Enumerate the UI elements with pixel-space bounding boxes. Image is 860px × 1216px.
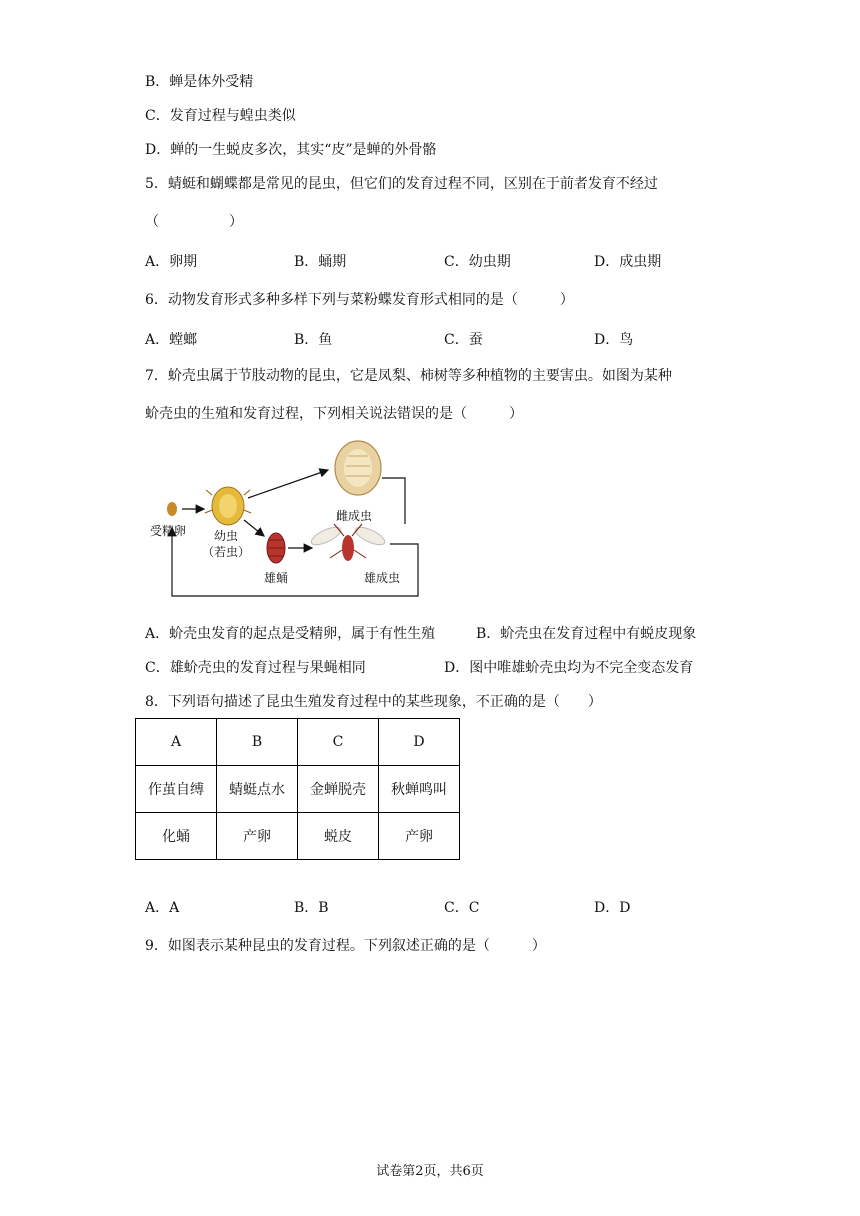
- q6-option-d: D．鸟: [594, 332, 634, 348]
- q6-option-c: C．蚕: [444, 332, 483, 348]
- table-cell: 化蛹: [136, 813, 217, 860]
- q4-option-c: C．发育过程与蝗虫类似: [145, 108, 296, 124]
- q8-stem: 8．下列语句描述了昆虫生殖发育过程中的某些现象，不正确的是（ ）: [145, 694, 602, 710]
- q8-option-c: C．C: [444, 900, 480, 916]
- q4-option-d: D．蝉的一生蜕皮多次，其实“皮”是蝉的外骨骼: [145, 142, 437, 158]
- q5-stem-line2: （ ）: [145, 214, 243, 230]
- egg-icon: [167, 502, 177, 516]
- q5-option-d: D．成虫期: [594, 254, 662, 270]
- table-cell: 秋蝉鸣叫: [379, 766, 460, 813]
- q5-stem-line1: 5．蜻蜓和蝴蝶都是常见的昆虫，但它们的发育过程不同，区别在于前者发育不经过: [145, 176, 658, 192]
- table-header-cell: D: [379, 719, 460, 766]
- male-adult-icon: [309, 524, 387, 561]
- q8-option-d: D．D: [594, 900, 631, 916]
- table-cell: 产卵: [217, 813, 298, 860]
- q5-option-a: A．卵期: [145, 254, 198, 270]
- female-adult-icon: [335, 441, 381, 495]
- table-header-cell: C: [298, 719, 379, 766]
- q7-option-a: A．蚧壳虫发育的起点是受精卵，属于有性生殖: [145, 626, 436, 642]
- larva-icon: [205, 487, 251, 525]
- q7-stem-line1: 7．蚧壳虫属于节肢动物的昆虫，它是凤梨、柿树等多种植物的主要害虫。如图为某种: [145, 368, 672, 384]
- q7-option-b: B．蚧壳虫在发育过程中有蜕皮现象: [476, 626, 697, 642]
- table-cell: 金蝉脱壳: [298, 766, 379, 813]
- q8-option-b: B．B: [294, 900, 329, 916]
- label-larva-alt: （若虫）: [202, 545, 251, 559]
- scale-insect-lifecycle-figure: [140, 440, 440, 600]
- table-cell: 产卵: [379, 813, 460, 860]
- label-male-pupa: 雄蛹: [264, 571, 289, 585]
- q7-option-c: C．雄蚧壳虫的发育过程与果蝇相同: [145, 660, 366, 676]
- q8-table: [135, 718, 460, 860]
- table-header-cell: A: [136, 719, 217, 766]
- table-cell: 蜕皮: [298, 813, 379, 860]
- table-row: [136, 766, 460, 813]
- label-larva: 幼虫: [214, 529, 239, 543]
- label-male-adult: 雄成虫: [364, 571, 401, 585]
- q6-option-b: B．鱼: [294, 332, 333, 348]
- q4-option-b: B．蝉是体外受精: [145, 74, 254, 90]
- q7-stem-line2: 蚧壳虫的生殖和发育过程，下列相关说法错误的是（ ）: [145, 406, 523, 422]
- table-header-cell: B: [217, 719, 298, 766]
- q5-option-c: C．幼虫期: [444, 254, 511, 270]
- table-cell: 蜻蜓点水: [217, 766, 298, 813]
- table-row: [136, 719, 460, 766]
- table-cell: 作茧自缚: [136, 766, 217, 813]
- label-egg: 受精卵: [150, 524, 187, 538]
- q6-stem: 6．动物发育形式多种多样下列与菜粉蝶发育形式相同的是（ ）: [145, 292, 574, 308]
- q6-option-a: A．螳螂: [145, 332, 198, 348]
- label-female-adult: 雌成虫: [336, 509, 373, 523]
- q5-option-b: B．蛹期: [294, 254, 347, 270]
- q7-option-d: D．图中唯雄蚧壳虫均为不完全变态发育: [444, 660, 694, 676]
- male-pupa-icon: [267, 533, 285, 563]
- q8-option-a: A．A: [145, 900, 180, 916]
- table-row: [136, 813, 460, 860]
- page-footer: 试卷第2页，共6页: [376, 1164, 484, 1179]
- q9-stem: 9．如图表示某种昆虫的发育过程。下列叙述正确的是（ ）: [145, 938, 546, 954]
